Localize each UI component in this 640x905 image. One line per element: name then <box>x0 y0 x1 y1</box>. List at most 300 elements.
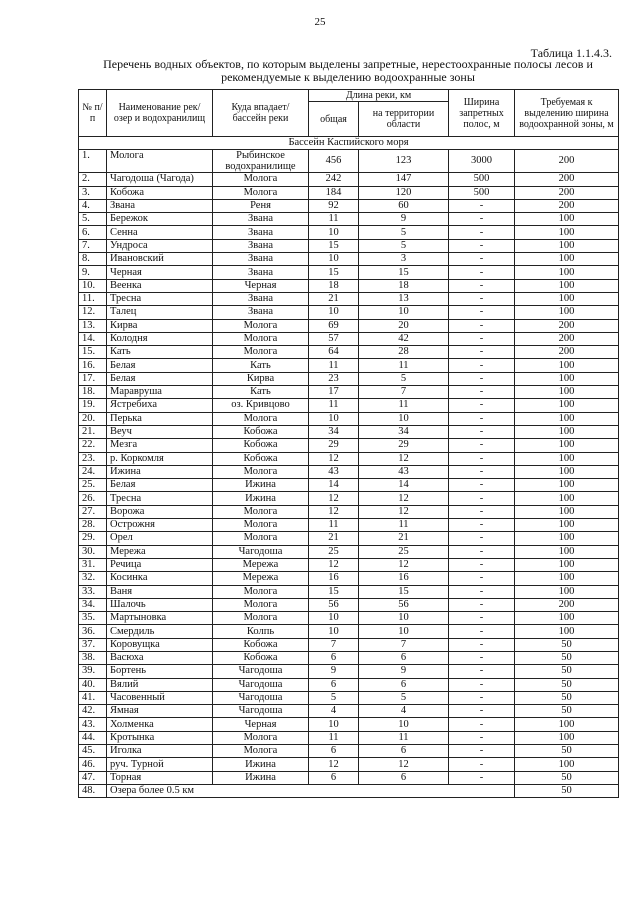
cell-length-region: 5 <box>359 226 449 239</box>
cell-length-region: 43 <box>359 465 449 478</box>
cell-name: Колодня <box>107 332 213 345</box>
cell-zone-width: 50 <box>515 665 619 678</box>
cell-ban-width: - <box>449 199 515 212</box>
table-row <box>79 452 619 465</box>
cell-length-total: 57 <box>309 332 359 345</box>
cell-basin: Ижина <box>213 492 309 505</box>
cell-basin: Молога <box>213 519 309 532</box>
cell-length-total: 12 <box>309 452 359 465</box>
cell-length-region: 28 <box>359 346 449 359</box>
cell-num: 11. <box>79 292 107 305</box>
cell-zone-width: 50 <box>515 678 619 691</box>
cell-num: 32. <box>79 572 107 585</box>
cell-zone-width: 100 <box>515 532 619 545</box>
cell-basin: Молога <box>213 731 309 744</box>
cell-basin: Звана <box>213 306 309 319</box>
cell-zone-width: 50 <box>515 691 619 704</box>
cell-num: 3. <box>79 186 107 199</box>
cell-basin: Молога <box>213 186 309 199</box>
cell-zone-width: 100 <box>515 479 619 492</box>
cell-length-total: 6 <box>309 771 359 784</box>
table-row <box>79 638 619 651</box>
cell-basin: Чагодоша <box>213 545 309 558</box>
cell-basin: Мережа <box>213 558 309 571</box>
cell-basin: Молога <box>213 319 309 332</box>
cell-num: 24. <box>79 465 107 478</box>
cell-num: 33. <box>79 585 107 598</box>
cell-basin: Ижина <box>213 479 309 492</box>
cell-ban-width: 500 <box>449 186 515 199</box>
cell-length-total: 34 <box>309 425 359 438</box>
cell-basin: Кать <box>213 386 309 399</box>
cell-length-region: 10 <box>359 412 449 425</box>
cell-num: 7. <box>79 239 107 252</box>
cell-num: 13. <box>79 319 107 332</box>
cell-zone-width: 100 <box>515 359 619 372</box>
cell-ban-width: - <box>449 771 515 784</box>
cell-basin: Звана <box>213 292 309 305</box>
cell-num: 21. <box>79 425 107 438</box>
cell-basin: Звана <box>213 239 309 252</box>
cell-name: Тресна <box>107 492 213 505</box>
cell-name: Тресна <box>107 292 213 305</box>
cell-length-region: 9 <box>359 665 449 678</box>
cell-ban-width: - <box>449 745 515 758</box>
cell-num: 36. <box>79 625 107 638</box>
cell-zone-width: 200 <box>515 346 619 359</box>
table-row <box>79 332 619 345</box>
cell-name: руч. Турной <box>107 758 213 771</box>
cell-zone-width: 100 <box>515 372 619 385</box>
cell-length-region: 10 <box>359 718 449 731</box>
cell-num: 41. <box>79 691 107 704</box>
cell-length-total: 15 <box>309 585 359 598</box>
cell-length-total: 11 <box>309 359 359 372</box>
cell-length-region: 29 <box>359 439 449 452</box>
water-bodies-table <box>78 89 619 798</box>
cell-zone-width: 100 <box>515 731 619 744</box>
table-row <box>79 678 619 691</box>
cell-num: 26. <box>79 492 107 505</box>
cell-basin: Молога <box>213 173 309 186</box>
cell-ban-width: - <box>449 226 515 239</box>
cell-length-total: 18 <box>309 279 359 292</box>
cell-num: 16. <box>79 359 107 372</box>
cell-length-region: 120 <box>359 186 449 199</box>
table-row <box>79 253 619 266</box>
cell-ban-width: - <box>449 665 515 678</box>
cell-name: Талец <box>107 306 213 319</box>
cell-num: 9. <box>79 266 107 279</box>
cell-name: Чагодоша (Чагода) <box>107 173 213 186</box>
table-row <box>79 150 619 173</box>
cell-length-region: 4 <box>359 705 449 718</box>
cell-num: 18. <box>79 386 107 399</box>
cell-length-total: 43 <box>309 465 359 478</box>
table-row <box>79 558 619 571</box>
cell-length-total: 69 <box>309 319 359 332</box>
table-row <box>79 598 619 611</box>
cell-length-region: 42 <box>359 332 449 345</box>
cell-basin: Ижина <box>213 771 309 784</box>
table-row <box>79 306 619 319</box>
cell-length-region: 6 <box>359 651 449 664</box>
cell-zone-width: 100 <box>515 226 619 239</box>
cell-length-total: 15 <box>309 266 359 279</box>
cell-num: 29. <box>79 532 107 545</box>
cell-zone-width: 100 <box>515 625 619 638</box>
cell-length-total: 11 <box>309 731 359 744</box>
cell-basin: Ижина <box>213 758 309 771</box>
cell-ban-width: - <box>449 532 515 545</box>
cell-name: Веуч <box>107 425 213 438</box>
cell-ban-width: - <box>449 625 515 638</box>
cell-basin: Реня <box>213 199 309 212</box>
cell-name: Кобожа <box>107 186 213 199</box>
cell-ban-width: - <box>449 319 515 332</box>
table-row <box>79 771 619 784</box>
cell-zone-width: 100 <box>515 253 619 266</box>
cell-zone-width: 200 <box>515 186 619 199</box>
cell-length-region: 12 <box>359 505 449 518</box>
cell-length-region: 20 <box>359 319 449 332</box>
cell-ban-width: - <box>449 306 515 319</box>
table-row <box>79 213 619 226</box>
cell-name: Орел <box>107 532 213 545</box>
cell-zone-width: 50 <box>515 784 619 797</box>
cell-length-total: 10 <box>309 253 359 266</box>
table-row <box>79 239 619 252</box>
cell-ban-width: - <box>449 505 515 518</box>
cell-num: 2. <box>79 173 107 186</box>
cell-length-region: 56 <box>359 598 449 611</box>
cell-basin: Кобожа <box>213 638 309 651</box>
cell-length-region: 7 <box>359 638 449 651</box>
section-title: Бассейн Каспийского моря <box>79 137 619 150</box>
cell-num: 34. <box>79 598 107 611</box>
cell-basin: Черная <box>213 718 309 731</box>
cell-name: Кирва <box>107 319 213 332</box>
cell-length-total: 6 <box>309 745 359 758</box>
cell-ban-width: - <box>449 386 515 399</box>
cell-zone-width: 100 <box>515 585 619 598</box>
cell-basin: Молога <box>213 346 309 359</box>
cell-length-total: 456 <box>309 150 359 173</box>
cell-ban-width: - <box>449 425 515 438</box>
cell-length-total: 7 <box>309 638 359 651</box>
table-row <box>79 319 619 332</box>
cell-num: 19. <box>79 399 107 412</box>
table-row <box>79 439 619 452</box>
cell-name: Ивановский <box>107 253 213 266</box>
table-row <box>79 731 619 744</box>
cell-zone-width: 50 <box>515 745 619 758</box>
cell-name: Мезга <box>107 439 213 452</box>
cell-ban-width: - <box>449 213 515 226</box>
cell-name: Сенна <box>107 226 213 239</box>
cell-zone-width: 200 <box>515 598 619 611</box>
table-body <box>79 137 619 798</box>
table-row <box>79 625 619 638</box>
table-row <box>79 279 619 292</box>
cell-name: Иголка <box>107 745 213 758</box>
cell-basin: Молога <box>213 465 309 478</box>
cell-length-total: 25 <box>309 545 359 558</box>
table-header <box>79 90 619 137</box>
cell-length-region: 10 <box>359 612 449 625</box>
table-row <box>79 705 619 718</box>
table-row <box>79 186 619 199</box>
cell-length-region: 12 <box>359 452 449 465</box>
cell-length-total: 184 <box>309 186 359 199</box>
cell-ban-width: - <box>449 292 515 305</box>
table-caption: Таблица 1.1.4.3. <box>530 46 612 60</box>
cell-length-total: 16 <box>309 572 359 585</box>
cell-length-total: 10 <box>309 226 359 239</box>
cell-basin: Молога <box>213 532 309 545</box>
cell-length-region: 6 <box>359 678 449 691</box>
cell-ban-width: - <box>449 519 515 532</box>
cell-name: Ястребиха <box>107 399 213 412</box>
cell-basin: Молога <box>213 505 309 518</box>
cell-zone-width: 100 <box>515 425 619 438</box>
cell-num: 43. <box>79 718 107 731</box>
cell-ban-width: - <box>449 359 515 372</box>
cell-basin: Звана <box>213 266 309 279</box>
cell-ban-width: - <box>449 372 515 385</box>
table-row <box>79 532 619 545</box>
cell-length-region: 34 <box>359 425 449 438</box>
cell-name: Смердиль <box>107 625 213 638</box>
cell-zone-width: 200 <box>515 173 619 186</box>
cell-length-region: 6 <box>359 771 449 784</box>
cell-ban-width: - <box>449 479 515 492</box>
cell-length-total: 29 <box>309 439 359 452</box>
cell-name: Холменка <box>107 718 213 731</box>
cell-num: 27. <box>79 505 107 518</box>
header-name: Наименование рек/ озер и водохранилищ <box>107 90 213 137</box>
cell-basin: Молога <box>213 745 309 758</box>
cell-ban-width: - <box>449 492 515 505</box>
cell-basin: Звана <box>213 213 309 226</box>
table-row <box>79 372 619 385</box>
table-row <box>79 465 619 478</box>
cell-length-total: 21 <box>309 532 359 545</box>
cell-ban-width: - <box>449 332 515 345</box>
cell-num: 40. <box>79 678 107 691</box>
cell-name: Кротынка <box>107 731 213 744</box>
cell-ban-width: - <box>449 731 515 744</box>
cell-num: 37. <box>79 638 107 651</box>
cell-name: Ворожа <box>107 505 213 518</box>
cell-length-total: 10 <box>309 412 359 425</box>
cell-zone-width: 100 <box>515 612 619 625</box>
cell-zone-width: 100 <box>515 412 619 425</box>
table-row <box>79 758 619 771</box>
table-row <box>79 386 619 399</box>
cell-zone-width: 100 <box>515 439 619 452</box>
table-row <box>79 479 619 492</box>
cell-basin: Чагодоша <box>213 691 309 704</box>
table-row <box>79 585 619 598</box>
page-number: 25 <box>314 16 326 28</box>
table-row <box>79 612 619 625</box>
cell-length-region: 5 <box>359 691 449 704</box>
cell-length-region: 10 <box>359 306 449 319</box>
cell-num: 44. <box>79 731 107 744</box>
cell-num: 12. <box>79 306 107 319</box>
cell-basin: Звана <box>213 226 309 239</box>
table-row <box>79 173 619 186</box>
cell-length-region: 123 <box>359 150 449 173</box>
cell-length-total: 12 <box>309 558 359 571</box>
cell-ban-width: - <box>449 399 515 412</box>
cell-ban-width: - <box>449 638 515 651</box>
cell-length-region: 25 <box>359 545 449 558</box>
table-row <box>79 266 619 279</box>
cell-length-total: 12 <box>309 758 359 771</box>
cell-basin: Черная <box>213 279 309 292</box>
cell-num: 23. <box>79 452 107 465</box>
cell-length-total: 5 <box>309 691 359 704</box>
cell-name: Речица <box>107 558 213 571</box>
cell-name: Часовенный <box>107 691 213 704</box>
cell-name: Ундроса <box>107 239 213 252</box>
table-row <box>79 505 619 518</box>
header-zone-width: Требуемая к выделению ширина водоохранной зоны, м <box>515 90 619 137</box>
table-row <box>79 492 619 505</box>
table-row <box>79 651 619 664</box>
header-num: № п/п <box>79 90 107 137</box>
cell-length-total: 23 <box>309 372 359 385</box>
cell-length-total: 242 <box>309 173 359 186</box>
cell-basin: Молога <box>213 412 309 425</box>
cell-ban-width: - <box>449 465 515 478</box>
cell-zone-width: 100 <box>515 545 619 558</box>
cell-num: 38. <box>79 651 107 664</box>
cell-basin: Кать <box>213 359 309 372</box>
cell-name: р. Коркомля <box>107 452 213 465</box>
cell-name: Ваня <box>107 585 213 598</box>
cell-length-region: 60 <box>359 199 449 212</box>
cell-ban-width: - <box>449 239 515 252</box>
cell-basin: Колпь <box>213 625 309 638</box>
cell-num: 30. <box>79 545 107 558</box>
cell-zone-width: 100 <box>515 266 619 279</box>
cell-name: Черная <box>107 266 213 279</box>
cell-ban-width: - <box>449 585 515 598</box>
header-length-total: общая <box>309 102 359 137</box>
cell-length-total: 21 <box>309 292 359 305</box>
cell-length-total: 12 <box>309 492 359 505</box>
cell-basin: Молога <box>213 332 309 345</box>
cell-num: 15. <box>79 346 107 359</box>
cell-ban-width: - <box>449 266 515 279</box>
cell-num: 17. <box>79 372 107 385</box>
cell-zone-width: 100 <box>515 505 619 518</box>
cell-length-total: 4 <box>309 705 359 718</box>
cell-zone-width: 100 <box>515 492 619 505</box>
cell-basin: Кобожа <box>213 452 309 465</box>
cell-length-region: 11 <box>359 359 449 372</box>
cell-basin: Мережа <box>213 572 309 585</box>
cell-zone-width: 200 <box>515 332 619 345</box>
cell-ban-width: - <box>449 705 515 718</box>
cell-name: Бережок <box>107 213 213 226</box>
cell-length-region: 147 <box>359 173 449 186</box>
cell-zone-width: 50 <box>515 638 619 651</box>
header-length-region: на территории области <box>359 102 449 137</box>
cell-length-region: 5 <box>359 239 449 252</box>
cell-name: Ямная <box>107 705 213 718</box>
cell-basin: Молога <box>213 612 309 625</box>
cell-ban-width: - <box>449 572 515 585</box>
cell-length-region: 12 <box>359 558 449 571</box>
cell-num: 25. <box>79 479 107 492</box>
cell-length-region: 18 <box>359 279 449 292</box>
cell-num: 20. <box>79 412 107 425</box>
cell-length-total: 11 <box>309 213 359 226</box>
cell-basin: оз. Кривцово <box>213 399 309 412</box>
table-row <box>79 425 619 438</box>
cell-num: 42. <box>79 705 107 718</box>
table-row <box>79 359 619 372</box>
cell-name: Озера более 0.5 км <box>107 784 515 797</box>
cell-name: Косинка <box>107 572 213 585</box>
cell-num: 28. <box>79 519 107 532</box>
cell-ban-width: - <box>449 279 515 292</box>
cell-name: Перька <box>107 412 213 425</box>
cell-length-region: 3 <box>359 253 449 266</box>
cell-zone-width: 100 <box>515 519 619 532</box>
cell-num: 39. <box>79 665 107 678</box>
cell-length-region: 14 <box>359 479 449 492</box>
cell-length-total: 14 <box>309 479 359 492</box>
cell-length-region: 16 <box>359 572 449 585</box>
cell-num: 46. <box>79 758 107 771</box>
cell-ban-width: - <box>449 253 515 266</box>
cell-length-total: 12 <box>309 505 359 518</box>
cell-num: 45. <box>79 745 107 758</box>
cell-ban-width: - <box>449 612 515 625</box>
cell-zone-width: 100 <box>515 306 619 319</box>
cell-zone-width: 50 <box>515 651 619 664</box>
cell-num: 48. <box>79 784 107 797</box>
cell-ban-width: - <box>449 452 515 465</box>
cell-ban-width: - <box>449 439 515 452</box>
cell-length-total: 92 <box>309 199 359 212</box>
section-row <box>79 137 619 150</box>
cell-basin: Звана <box>213 253 309 266</box>
cell-name: Молога <box>107 150 213 173</box>
header-basin: Куда впадает/ бассейн реки <box>213 90 309 137</box>
cell-zone-width: 50 <box>515 771 619 784</box>
cell-ban-width: - <box>449 758 515 771</box>
cell-basin: Кирва <box>213 372 309 385</box>
cell-name: Мартыновка <box>107 612 213 625</box>
cell-length-region: 21 <box>359 532 449 545</box>
cell-length-region: 6 <box>359 745 449 758</box>
table-row <box>79 399 619 412</box>
cell-basin: Молога <box>213 585 309 598</box>
cell-name: Коровущка <box>107 638 213 651</box>
cell-length-total: 6 <box>309 678 359 691</box>
cell-zone-width: 100 <box>515 572 619 585</box>
cell-ban-width: - <box>449 678 515 691</box>
cell-name: Вялий <box>107 678 213 691</box>
header-length: Длина реки, км <box>309 90 449 102</box>
cell-ban-width: - <box>449 651 515 664</box>
